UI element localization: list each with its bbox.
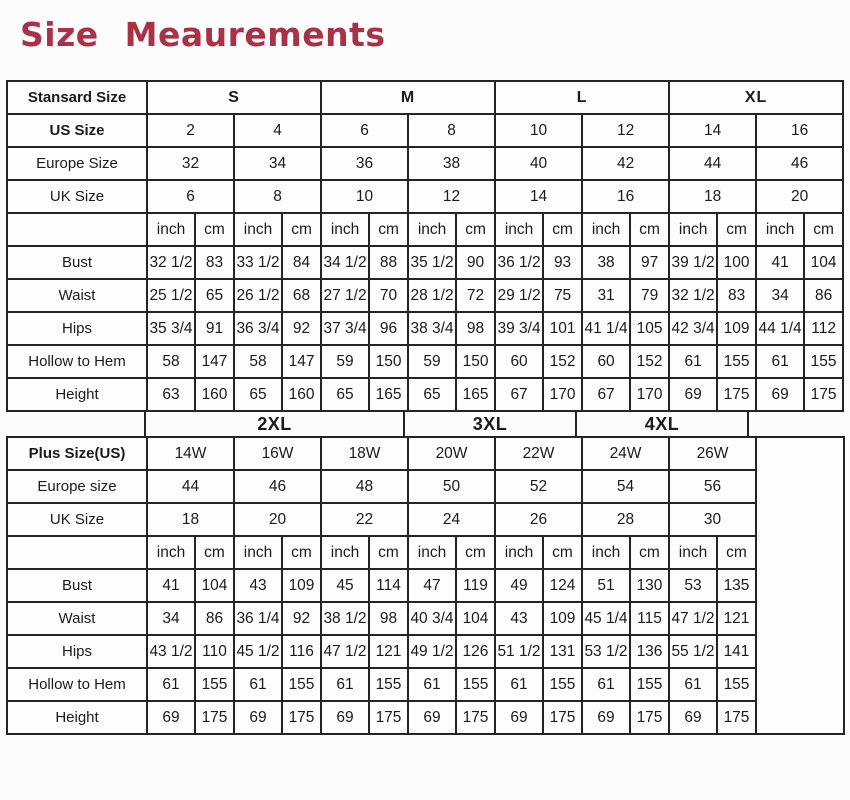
- hips-value: 47 1/2: [321, 635, 369, 668]
- inch-unit-header: inch: [234, 213, 282, 246]
- table-row: [7, 635, 844, 668]
- europe-size-value: 36: [321, 147, 408, 180]
- cm-unit-header: cm: [195, 213, 234, 246]
- table-row: [7, 147, 843, 180]
- plus-group-gap: [6, 412, 146, 436]
- hips-value: 37 3/4: [321, 312, 369, 345]
- hips-value: 105: [630, 312, 669, 345]
- bust-value: 33 1/2: [234, 246, 282, 279]
- bust-label: Bust: [7, 569, 147, 602]
- us-size-value: 10: [495, 114, 582, 147]
- hollow-to-hem-value: 58: [147, 345, 195, 378]
- europe-size-value: 44: [669, 147, 756, 180]
- waist-value: 70: [369, 279, 408, 312]
- cm-unit-header: cm: [543, 536, 582, 569]
- waist-value: 79: [630, 279, 669, 312]
- europe-size-label: Europe size: [7, 470, 147, 503]
- bust-value: 34 1/2: [321, 246, 369, 279]
- hips-value: 91: [195, 312, 234, 345]
- hollow-to-hem-label: Hollow to Hem: [7, 668, 147, 701]
- height-value: 160: [282, 378, 321, 411]
- bust-value: 88: [369, 246, 408, 279]
- table-row: [7, 437, 844, 470]
- waist-value: 115: [630, 602, 669, 635]
- height-value: 69: [669, 378, 717, 411]
- plus-size-20w: 20W: [408, 437, 495, 470]
- table-row: [7, 701, 844, 734]
- bust-value: 43: [234, 569, 282, 602]
- hollow-to-hem-value: 61: [321, 668, 369, 701]
- hollow-to-hem-value: 152: [543, 345, 582, 378]
- hips-value: 41 1/4: [582, 312, 630, 345]
- bust-value: 35 1/2: [408, 246, 456, 279]
- plus-size-header: Plus Size(US): [7, 437, 147, 470]
- europe-size-value: 38: [408, 147, 495, 180]
- height-value: 69: [582, 701, 630, 734]
- inch-unit-header: inch: [669, 213, 717, 246]
- unit-row-label: [7, 213, 147, 246]
- height-value: 65: [408, 378, 456, 411]
- height-value: 175: [456, 701, 495, 734]
- waist-value: 32 1/2: [669, 279, 717, 312]
- hips-value: 126: [456, 635, 495, 668]
- height-value: 165: [369, 378, 408, 411]
- table-row: [7, 246, 843, 279]
- bust-value: 90: [456, 246, 495, 279]
- title-word-measurements: Meaurements: [124, 15, 386, 54]
- waist-value: 26 1/2: [234, 279, 282, 312]
- height-value: 69: [147, 701, 195, 734]
- europe-size-value: 50: [408, 470, 495, 503]
- hollow-to-hem-value: 60: [495, 345, 543, 378]
- height-value: 69: [408, 701, 456, 734]
- waist-value: 92: [282, 602, 321, 635]
- cm-unit-header: cm: [456, 536, 495, 569]
- bust-value: 45: [321, 569, 369, 602]
- europe-size-value: 48: [321, 470, 408, 503]
- hollow-to-hem-value: 155: [456, 668, 495, 701]
- us-size-label: US Size: [7, 114, 147, 147]
- hollow-to-hem-value: 155: [804, 345, 843, 378]
- bust-value: 41: [147, 569, 195, 602]
- europe-size-value: 32: [147, 147, 234, 180]
- table-row: [7, 279, 843, 312]
- hips-value: 38 3/4: [408, 312, 456, 345]
- empty-cell: [756, 437, 844, 734]
- bust-value: 84: [282, 246, 321, 279]
- hollow-to-hem-value: 61: [147, 668, 195, 701]
- plus-size-18w: 18W: [321, 437, 408, 470]
- bust-value: 97: [630, 246, 669, 279]
- hips-value: 101: [543, 312, 582, 345]
- title-word-size: Size: [20, 15, 99, 54]
- inch-unit-header: inch: [234, 536, 282, 569]
- waist-value: 72: [456, 279, 495, 312]
- table-row: [7, 81, 843, 114]
- height-value: 63: [147, 378, 195, 411]
- hollow-to-hem-value: 155: [369, 668, 408, 701]
- inch-unit-header: inch: [495, 213, 543, 246]
- unit-row-label: [7, 536, 147, 569]
- plus-group-3xl: 3XL: [405, 412, 577, 436]
- size-group-xl: XL: [669, 81, 843, 114]
- plus-size-table: [6, 436, 845, 735]
- plus-size-26w: 26W: [669, 437, 756, 470]
- height-value: 175: [717, 378, 756, 411]
- waist-value: 29 1/2: [495, 279, 543, 312]
- waist-value: 47 1/2: [669, 602, 717, 635]
- hips-value: 110: [195, 635, 234, 668]
- hips-label: Hips: [7, 635, 147, 668]
- height-value: 65: [321, 378, 369, 411]
- table-row: [7, 569, 844, 602]
- cm-unit-header: cm: [630, 536, 669, 569]
- uk-size-value: 26: [495, 503, 582, 536]
- cm-unit-header: cm: [456, 213, 495, 246]
- height-value: 67: [582, 378, 630, 411]
- height-label: Height: [7, 701, 147, 734]
- height-value: 175: [630, 701, 669, 734]
- hollow-to-hem-label: Hollow to Hem: [7, 345, 147, 378]
- hips-value: 36 3/4: [234, 312, 282, 345]
- cm-unit-header: cm: [804, 213, 843, 246]
- hollow-to-hem-value: 155: [195, 668, 234, 701]
- page-title: [20, 14, 850, 56]
- uk-size-value: 12: [408, 180, 495, 213]
- us-size-value: 8: [408, 114, 495, 147]
- uk-size-value: 22: [321, 503, 408, 536]
- europe-size-value: 56: [669, 470, 756, 503]
- hips-value: 116: [282, 635, 321, 668]
- size-group-m: M: [321, 81, 495, 114]
- cm-unit-header: cm: [282, 536, 321, 569]
- bust-value: 36 1/2: [495, 246, 543, 279]
- height-value: 160: [195, 378, 234, 411]
- inch-unit-header: inch: [408, 536, 456, 569]
- europe-size-value: 40: [495, 147, 582, 180]
- height-label: Height: [7, 378, 147, 411]
- bust-value: 38: [582, 246, 630, 279]
- us-size-value: 12: [582, 114, 669, 147]
- us-size-value: 2: [147, 114, 234, 147]
- waist-value: 34: [756, 279, 804, 312]
- waist-value: 40 3/4: [408, 602, 456, 635]
- uk-size-value: 10: [321, 180, 408, 213]
- bust-value: 124: [543, 569, 582, 602]
- hollow-to-hem-value: 58: [234, 345, 282, 378]
- hips-value: 109: [717, 312, 756, 345]
- bust-value: 39 1/2: [669, 246, 717, 279]
- plus-group-2xl: 2XL: [146, 412, 405, 436]
- bust-label: Bust: [7, 246, 147, 279]
- hips-value: 131: [543, 635, 582, 668]
- hips-value: 53 1/2: [582, 635, 630, 668]
- bust-value: 41: [756, 246, 804, 279]
- waist-value: 28 1/2: [408, 279, 456, 312]
- hollow-to-hem-value: 61: [408, 668, 456, 701]
- uk-size-value: 18: [669, 180, 756, 213]
- height-value: 170: [630, 378, 669, 411]
- hollow-to-hem-value: 59: [408, 345, 456, 378]
- waist-value: 38 1/2: [321, 602, 369, 635]
- bust-value: 47: [408, 569, 456, 602]
- bust-value: 53: [669, 569, 717, 602]
- europe-size-value: 52: [495, 470, 582, 503]
- plus-size-16w: 16W: [234, 437, 321, 470]
- inch-unit-header: inch: [756, 213, 804, 246]
- hips-value: 45 1/2: [234, 635, 282, 668]
- waist-value: 36 1/4: [234, 602, 282, 635]
- hips-value: 141: [717, 635, 756, 668]
- us-size-value: 4: [234, 114, 321, 147]
- cm-unit-header: cm: [543, 213, 582, 246]
- waist-value: 104: [456, 602, 495, 635]
- hips-value: 51 1/2: [495, 635, 543, 668]
- waist-value: 86: [804, 279, 843, 312]
- cm-unit-header: cm: [282, 213, 321, 246]
- hips-value: 43 1/2: [147, 635, 195, 668]
- height-value: 65: [234, 378, 282, 411]
- europe-size-value: 46: [234, 470, 321, 503]
- height-value: 175: [717, 701, 756, 734]
- bust-value: 119: [456, 569, 495, 602]
- inch-unit-header: inch: [147, 536, 195, 569]
- hollow-to-hem-value: 60: [582, 345, 630, 378]
- uk-size-value: 28: [582, 503, 669, 536]
- uk-size-value: 30: [669, 503, 756, 536]
- bust-value: 135: [717, 569, 756, 602]
- bust-value: 49: [495, 569, 543, 602]
- hips-label: Hips: [7, 312, 147, 345]
- uk-size-value: 6: [147, 180, 234, 213]
- waist-value: 34: [147, 602, 195, 635]
- waist-value: 31: [582, 279, 630, 312]
- waist-value: 109: [543, 602, 582, 635]
- waist-value: 27 1/2: [321, 279, 369, 312]
- height-value: 170: [543, 378, 582, 411]
- height-value: 175: [195, 701, 234, 734]
- inch-unit-header: inch: [582, 213, 630, 246]
- hollow-to-hem-value: 147: [282, 345, 321, 378]
- europe-size-value: 54: [582, 470, 669, 503]
- uk-size-value: 16: [582, 180, 669, 213]
- plus-group-4xl: 4XL: [577, 412, 749, 436]
- uk-size-label: UK Size: [7, 503, 147, 536]
- table-row: [7, 602, 844, 635]
- bust-value: 32 1/2: [147, 246, 195, 279]
- height-value: 175: [369, 701, 408, 734]
- cm-unit-header: cm: [195, 536, 234, 569]
- waist-value: 83: [717, 279, 756, 312]
- bust-value: 130: [630, 569, 669, 602]
- hips-value: 49 1/2: [408, 635, 456, 668]
- hips-value: 35 3/4: [147, 312, 195, 345]
- hollow-to-hem-value: 150: [369, 345, 408, 378]
- uk-size-value: 18: [147, 503, 234, 536]
- waist-value: 45 1/4: [582, 602, 630, 635]
- hips-value: 39 3/4: [495, 312, 543, 345]
- inch-unit-header: inch: [408, 213, 456, 246]
- bust-value: 83: [195, 246, 234, 279]
- inch-unit-header: inch: [582, 536, 630, 569]
- hips-value: 96: [369, 312, 408, 345]
- waist-label: Waist: [7, 602, 147, 635]
- size-group-l: L: [495, 81, 669, 114]
- waist-value: 75: [543, 279, 582, 312]
- table-row: [7, 114, 843, 147]
- bust-value: 51: [582, 569, 630, 602]
- table-row: [7, 312, 843, 345]
- hollow-to-hem-value: 61: [669, 668, 717, 701]
- inch-unit-header: inch: [147, 213, 195, 246]
- europe-size-label: Europe Size: [7, 147, 147, 180]
- us-size-value: 16: [756, 114, 843, 147]
- waist-value: 68: [282, 279, 321, 312]
- height-value: 69: [669, 701, 717, 734]
- table-row: [7, 180, 843, 213]
- table-row: [7, 378, 843, 411]
- table-row: [7, 668, 844, 701]
- waist-value: 98: [369, 602, 408, 635]
- uk-size-value: 24: [408, 503, 495, 536]
- size-group-s: S: [147, 81, 321, 114]
- hollow-to-hem-value: 155: [543, 668, 582, 701]
- cm-unit-header: cm: [717, 213, 756, 246]
- hips-value: 112: [804, 312, 843, 345]
- hollow-to-hem-value: 155: [717, 345, 756, 378]
- table-row: [7, 213, 843, 246]
- plus-size-14w: 14W: [147, 437, 234, 470]
- waist-label: Waist: [7, 279, 147, 312]
- waist-value: 25 1/2: [147, 279, 195, 312]
- bust-value: 114: [369, 569, 408, 602]
- hips-value: 98: [456, 312, 495, 345]
- hips-value: 92: [282, 312, 321, 345]
- height-value: 69: [495, 701, 543, 734]
- hollow-to-hem-value: 152: [630, 345, 669, 378]
- bust-value: 104: [195, 569, 234, 602]
- hollow-to-hem-value: 147: [195, 345, 234, 378]
- table-row: [7, 503, 844, 536]
- hips-value: 55 1/2: [669, 635, 717, 668]
- table-row: [7, 536, 844, 569]
- hollow-to-hem-value: 61: [756, 345, 804, 378]
- waist-value: 65: [195, 279, 234, 312]
- hollow-to-hem-value: 150: [456, 345, 495, 378]
- cm-unit-header: cm: [717, 536, 756, 569]
- hips-value: 136: [630, 635, 669, 668]
- hollow-to-hem-value: 61: [582, 668, 630, 701]
- height-value: 175: [804, 378, 843, 411]
- height-value: 69: [234, 701, 282, 734]
- cm-unit-header: cm: [369, 536, 408, 569]
- inch-unit-header: inch: [321, 213, 369, 246]
- cm-unit-header: cm: [369, 213, 408, 246]
- waist-value: 121: [717, 602, 756, 635]
- plus-size-22w: 22W: [495, 437, 582, 470]
- hips-value: 121: [369, 635, 408, 668]
- hips-value: 42 3/4: [669, 312, 717, 345]
- uk-size-value: 20: [234, 503, 321, 536]
- hollow-to-hem-value: 155: [282, 668, 321, 701]
- table-row: [7, 345, 843, 378]
- standard-size-table: [6, 80, 844, 412]
- us-size-value: 6: [321, 114, 408, 147]
- height-value: 175: [282, 701, 321, 734]
- us-size-value: 14: [669, 114, 756, 147]
- hollow-to-hem-value: 155: [630, 668, 669, 701]
- uk-size-value: 14: [495, 180, 582, 213]
- waist-value: 43: [495, 602, 543, 635]
- bust-value: 93: [543, 246, 582, 279]
- hips-value: 44 1/4: [756, 312, 804, 345]
- bust-value: 104: [804, 246, 843, 279]
- standard-size-header: Stansard Size: [7, 81, 147, 114]
- height-value: 67: [495, 378, 543, 411]
- inch-unit-header: inch: [669, 536, 717, 569]
- hollow-to-hem-value: 61: [669, 345, 717, 378]
- hollow-to-hem-value: 61: [495, 668, 543, 701]
- europe-size-value: 34: [234, 147, 321, 180]
- europe-size-value: 42: [582, 147, 669, 180]
- europe-size-value: 46: [756, 147, 843, 180]
- waist-value: 86: [195, 602, 234, 635]
- inch-unit-header: inch: [321, 536, 369, 569]
- height-value: 69: [756, 378, 804, 411]
- cm-unit-header: cm: [630, 213, 669, 246]
- uk-size-value: 20: [756, 180, 843, 213]
- plus-size-24w: 24W: [582, 437, 669, 470]
- height-value: 175: [543, 701, 582, 734]
- hollow-to-hem-value: 155: [717, 668, 756, 701]
- height-value: 69: [321, 701, 369, 734]
- inch-unit-header: inch: [495, 536, 543, 569]
- bust-value: 100: [717, 246, 756, 279]
- uk-size-label: UK Size: [7, 180, 147, 213]
- plus-group-header-row: [6, 412, 844, 436]
- hollow-to-hem-value: 59: [321, 345, 369, 378]
- height-value: 165: [456, 378, 495, 411]
- bust-value: 109: [282, 569, 321, 602]
- uk-size-value: 8: [234, 180, 321, 213]
- table-row: [7, 470, 844, 503]
- europe-size-value: 44: [147, 470, 234, 503]
- hollow-to-hem-value: 61: [234, 668, 282, 701]
